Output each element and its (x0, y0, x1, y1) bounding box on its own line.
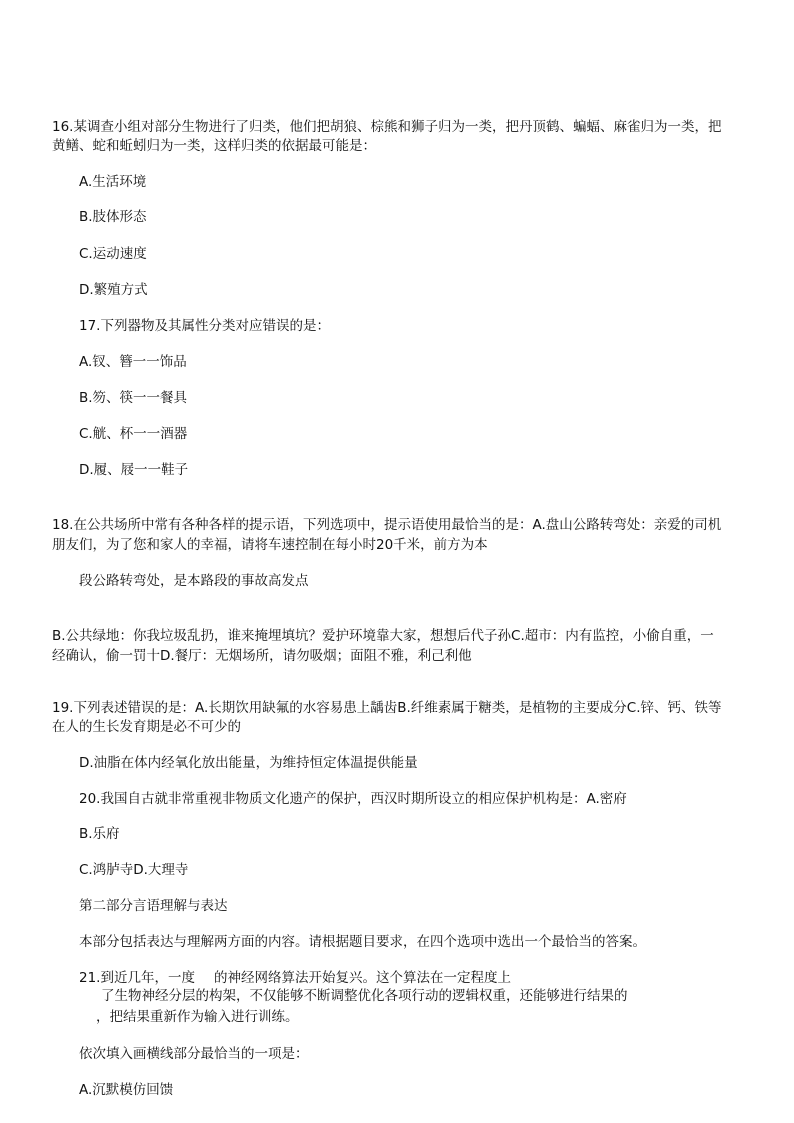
section-intro: 本部分包括表达与理解两方面的内容。请根据题目要求，在四个选项中选出一个最恰当的答案。 (79, 934, 646, 950)
q21-line2: 了生物神经分层的构架，不仅能够不断调整优化各项行动的逻辑权重，还能够进行结果的 (101, 988, 628, 1004)
q19-line3: D.油脂在体内经氧化放出能量，为维持恒定体温提供能量 (79, 755, 418, 771)
q17-option-d: D.履、屐一一鞋子 (79, 462, 189, 478)
q17-stem: 17.下列器物及其属性分类对应错误的是： (79, 318, 330, 334)
q21-line3: ，把结果重新作为输入进行训练。 (96, 1009, 299, 1025)
q18-line2: 朋友们，为了您和家人的幸福，请将车速控制在每小时20千米，前方为本 (52, 537, 488, 553)
q17-option-b: B.笏、筷一一餐具 (79, 390, 188, 406)
q16-option-d: D.繁殖方式 (79, 282, 148, 298)
q18-line5: 经确认，偷一罚十D.餐厅：无烟场所，请勿吸烟；面阻不雅，利己利他 (52, 648, 472, 664)
q19-line2: 在人的生长发育期是必不可少的 (52, 719, 241, 735)
q19-line1: 19.下列表述错误的是：A.长期饮用缺氟的水容易患上龋齿B.纤维素属于糖类，是植物的主要成分C.锌、钙、铁等 (52, 700, 722, 716)
q21-line1b: 的神经网络算法开始复兴。这个算法在一定程度上 (214, 970, 511, 986)
q16-option-a: A.生活环境 (79, 174, 147, 190)
q16-stem-line1: 16.某调查小组对部分生物进行了归类，他们把胡狼、棕熊和狮子归为一类，把丹顶鹤、蝙蝠、麻雀归为一类，把 (52, 119, 722, 135)
section-title: 第二部分言语理解与表达 (79, 898, 228, 914)
q21-option-a: A.沉默模仿回馈 (79, 1082, 174, 1098)
q18-line3: 段公路转弯处，是本路段的事故高发点 (79, 573, 309, 589)
q21-prompt: 依次填入画横线部分最恰当的一项是： (79, 1046, 309, 1062)
q16-option-c: C.运动速度 (79, 246, 147, 262)
q18-line4: B.公共绿地：你我垃圾乱扔，谁来掩埋填坑？爱护环境靠大家，想想后代子孙C.超市：内有监控，小偷自重，一 (52, 628, 714, 644)
q20-option-cd: C.鸿胪寺D.大理寺 (79, 862, 189, 878)
q17-option-a: A.钗、簪一一饰品 (79, 354, 187, 370)
q21-line1a: 21.到近几年，一度 (79, 970, 195, 986)
q18-line1: 18.在公共场所中常有各种各样的提示语，下列选项中，提示语使用最恰当的是：A.盘山公路转弯处：亲爱的司机 (52, 517, 722, 533)
q16-option-b: B.肢体形态 (79, 209, 147, 225)
q20-stem: 20.我国自古就非常重视非物质文化遗产的保护，西汉时期所设立的相应保护机构是：A.密府 (79, 791, 627, 807)
q20-option-b: B.乐府 (79, 826, 120, 842)
q17-option-c: C.觥、杯一一酒器 (79, 426, 188, 442)
q16-stem-line2: 黄鳝、蛇和蚯蚓归为一类，这样归类的依据最可能是： (52, 138, 376, 154)
